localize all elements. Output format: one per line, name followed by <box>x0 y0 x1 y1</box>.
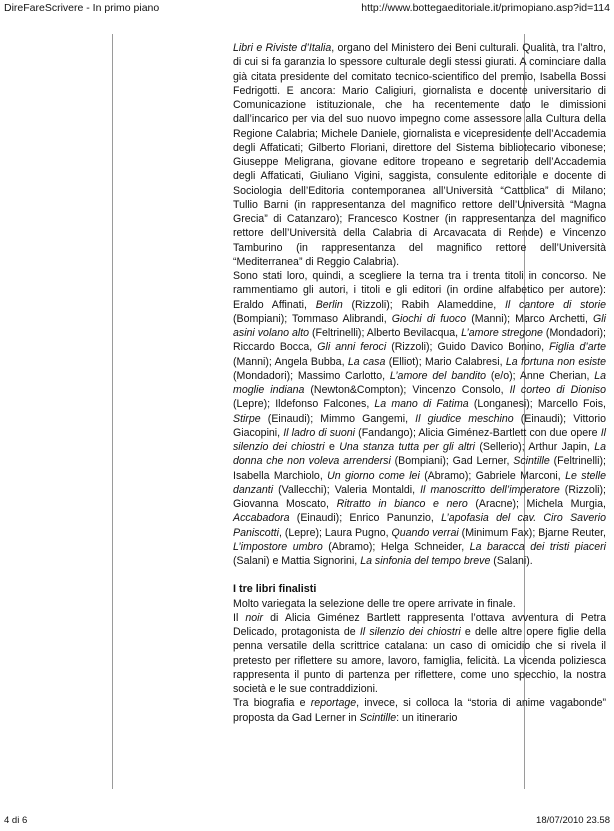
article-body <box>233 41 606 725</box>
page-footer-datetime: 18/07/2010 23.58 <box>536 815 610 826</box>
article-paragraph: Libri e Riviste d’Italia, organo del Ministero dei Beni culturali. Qualità, tra l’altro, di cui si fa garanzia lo spessore culturale degli stessi giurati. A cominciare dalla già citata presidente del comitato tecnico-scientifico del premio, Isabella Bossi Fedrigotti. E ancora: Mario Caligiuri, giornalista e docente universitario di Comunicazione istituzionale, che ha recentemente dato le dimissioni dall’incarico per via del suo nuovo impegno come assessore alla Cultura della Regione Calabria; Michele Daniele, giornalista e vicepresidente dell’Accademia degli Affaticati; Gilberto Floriani, direttore del Sistema bibliotecario vibonese; Giuseppe Meligrana, giovane editore tropeano e segretario dell’Accademia degli Affaticati, Giuliano Vigini, saggista, consulente editoriale e docente di Sociologia dell’Editoria contemporanea all’Università “Cattolica” di Milano; Tullio Barni (in rappresentanza del magnifico rettore dell’Università “Magna Grecia” di Catanzaro); Francesco Kostner (in rappresentanza del magnifico rettore dell’Università della Calabria di Arcavacata di Rende) e Vincenzo Tamburino (in rappresentanza del magnifico rettore dell’Università “Mediterranea” di Reggio Calabria). <box>233 42 606 268</box>
page-footer-number: 4 di 6 <box>4 815 28 826</box>
article-paragraph: Molto variegata la selezione delle tre opere arrivate in finale. <box>233 597 516 610</box>
page-header-title: DireFareScrivere - In primo piano <box>4 2 160 14</box>
paragraph-spacer <box>233 568 606 582</box>
article-paragraph: Il noir di Alicia Giménez Bartlett rappresenta l’ottava avventura di Petra Delicado, protagonista de Il silenzio dei chiostri e delle altre opere figlie della penna versatile della scrittrice catalana: un caso di omicidio che si rivela il pretesto per riflettere su amore, lavoro, famiglia, felicità. La vicenda poliziesca rappresenta il punto di partenza per riflettere, come uno specchio, la nostra società e le sue contraddizioni. <box>233 611 606 695</box>
article-paragraph: Sono stati loro, quindi, a scegliere la terna tra i trenta titoli in concorso. Ne rammentiamo gli autori, i titoli e gli editori (in ordine alfabetico per autore): Eraldo Affinati, Berlin (Rizzoli); Rabih Alameddine, Il cantore di storie (Bompiani); Tommaso Alibrandi, Giochi di fuoco (Manni); Marco Archetti, Gli asini volano alto (Feltrinelli); Alberto Bevilacqua, L’amore stregone (Mondadori); Riccardo Bocca, Gli anni feroci (Rizzoli); Guido Davico Bonino, Figlia d’arte (Manni); Angela Bubba, La casa (Elliot); Mario Calabresi, La fortuna non esiste (Mondadori); Massimo Carlotto, L’amore del bandito (e/o); Anne Cherian, La moglie indiana (Newton&Compton); Vincenzo Consolo, Il corteo di Dioniso (Lepre); Ildefonso Falcones, La mano di Fatima (Longanesi); Marcello Fois, Stirpe (Einaudi); Mimmo Gangemi, Il giudice meschino (Einaudi); Vittorio Giacopini, Il ladro di suoni (Fandango); Alicia Giménez-Bartlett con due opere Il silenzio dei chiostri e Una stanza tutta per gli altri (Sellerio); Arthur Japin, La donna che non voleva arrendersi (Bompiani); Gad Lerner, Scintille (Feltrinelli); Isabella Marchiolo, Un giorno come lei (Abramo); Gabriele Marconi, Le stelle danzanti (Vallecchi); Valeria Montaldi, Il manoscritto dell’imperatore (Rizzoli); Giovanna Moscato, Ritratto in bianco e nero (Aracne); Michela Murgia, Accabadora (Einaudi); Enrico Panunzio, L’apofasia del cav. Ciro Saverio Paniscotti, (Lepre); Laura Pugno, Quando verrai (Minimum Fax); Bjarne Reuter, L’impostore umbro (Abramo); Helga Schneider, La baracca dei tristi piaceri (Salani) e Mattia Signorini, La sinfonia del tempo breve (Salani). <box>233 270 607 567</box>
section-heading: I tre libri finalisti <box>233 583 317 596</box>
article-paragraph: Tra biografia e reportage, invece, si colloca la “storia di anime vagabonde” proposta da Gad Lerner in Scintille: un itinerario <box>233 697 607 724</box>
page-header-url: http://www.bottegaeditoriale.it/primopiano.asp?id=114 <box>361 2 610 14</box>
